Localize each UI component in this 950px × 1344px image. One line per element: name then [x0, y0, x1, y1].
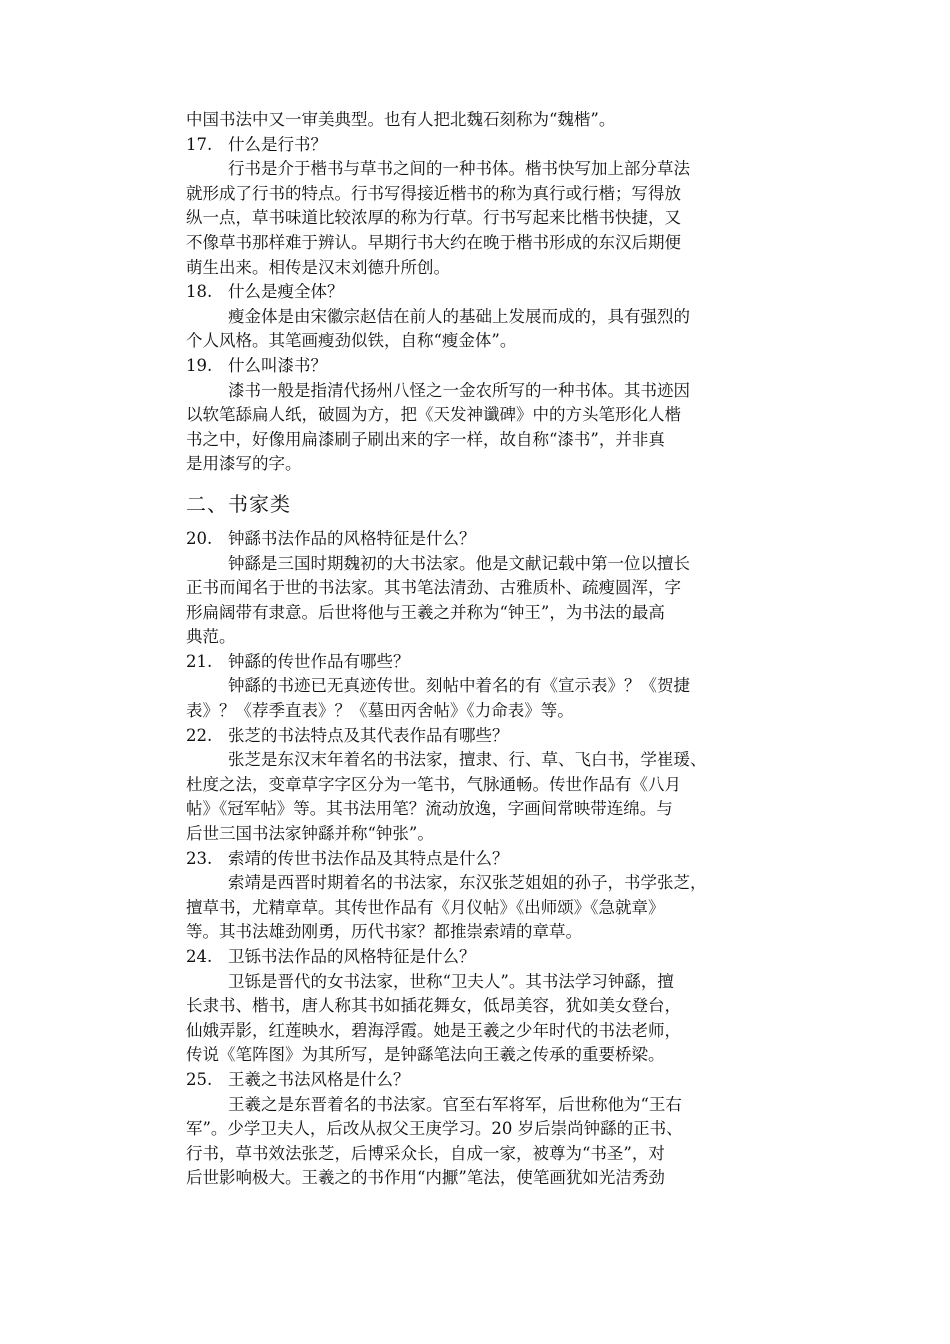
- question-text: 卫铄书法作品的风格特征是什么？: [228, 947, 476, 966]
- question-18: [186, 280, 770, 305]
- paragraph-line: 形扁阔带有隶意。后世将他与王羲之并称为“钟王”，为书法的最高: [186, 602, 665, 622]
- question-number: 22.: [186, 725, 213, 745]
- paragraph-line: 仙娥弄影，红莲映水，碧海浮霞。她是王羲之少年时代的书法老师，: [186, 1020, 681, 1040]
- paragraph-line: 帖》《冠军帖》等。其书法用笔？流动放逸，字画间常映带连绵。与: [186, 799, 673, 819]
- paragraph-line: 等。其书法雄劲刚勇，历代书家？都推崇索靖的章草。: [186, 922, 582, 942]
- question-number: 17.: [186, 134, 213, 154]
- question-19: [186, 354, 770, 379]
- question-text: 张芝的书法特点及其代表作品有哪些？: [228, 725, 509, 745]
- question-number: 23.: [186, 848, 213, 868]
- paragraph-line: 后世三国书法家钟繇并称“钟张”。: [186, 824, 434, 844]
- paragraph-line: 军”。少学卫夫人，后改从叔父王庚学习。20 岁后崇尚钟繇的正书、: [186, 1119, 683, 1139]
- paragraph-line: 卫铄是晋代的女书法家，世称“卫夫人”。其书法学习钟繇，擅: [228, 971, 674, 991]
- paragraph-line: 中国书法中又一审美典型。也有人把北魏石刻称为“魏楷”。: [186, 110, 616, 129]
- paragraph-line: 索靖是西晋时期着名的书法家，东汉张芝姐姐的孙子，书学张芝，: [228, 873, 707, 893]
- question-text: 王羲之书法风格是什么？: [228, 1069, 410, 1089]
- paragraph-line: 就形成了行书的特点。行书写得接近楷书的称为真行或行楷；写得放: [186, 183, 681, 203]
- paragraph-line: 瘦金体是由宋徽宗赵佶在前人的基础上发展而成的，具有强烈的: [228, 306, 690, 326]
- paragraph-line: 后世影响极大。王羲之的书作用“内擫”笔法，使笔画犹如光洁秀劲: [186, 1168, 665, 1188]
- paragraph-line: 长隶书、楷书，唐人称其书如插花舞女，低昂美容，犹如美女登台，: [186, 996, 681, 1016]
- paragraph-line: 传说《笔阵图》为其所写，是钟繇笔法向王羲之传承的重要桥梁。: [186, 1045, 665, 1065]
- section-heading: 二、书家类: [186, 491, 291, 516]
- paragraph-line: 漆书一般是指清代扬州八怪之一金农所写的一种书体。其书迹因: [228, 380, 690, 400]
- question-number: 18.: [186, 282, 213, 302]
- question-22: [186, 724, 770, 749]
- paragraph-line: 表》？《荐季直表》？《墓田丙舍帖》《力命表》等。: [186, 701, 574, 721]
- document-page: [186, 108, 770, 1191]
- question-25: [186, 1068, 770, 1093]
- question-24: [186, 945, 770, 970]
- question-text: 什么叫漆书？: [228, 355, 327, 375]
- question-number: 20.: [186, 528, 213, 548]
- question-number: 21.: [186, 651, 213, 671]
- question-23: [186, 847, 770, 872]
- paragraph-line: 典范。: [186, 627, 236, 647]
- paragraph-line: 行书，草书效法张芝，后博采众长，自成一家，被尊为“书圣”，对: [186, 1143, 665, 1163]
- question-text: 索靖的传世书法作品及其特点是什么？: [228, 848, 509, 868]
- paragraph-line: 不像草书那样难于辨认。早期行书大约在晚于楷书形成的东汉后期便: [186, 232, 681, 252]
- paragraph-line: 王羲之是东晋着名的书法家。官至右军将军，后世称他为“王右: [228, 1094, 682, 1114]
- question-text: 钟繇的传世作品有哪些？: [228, 651, 410, 671]
- paragraph-line: 个人风格。其笔画瘦劲似铁，自称“瘦金体”。: [186, 331, 517, 351]
- paragraph-line: 钟繇是三国时期魏初的大书法家。他是文献记载中第一位以擅长: [228, 553, 690, 573]
- paragraph-line: 擅草书，尤精章草。其传世作品有《月仪帖》《出师颂》《急就章》: [186, 897, 665, 917]
- paragraph-line: 以软笔舔扁人纸，破圆为方，把《天发神谶碑》中的方头笔形化人楷: [186, 405, 681, 425]
- paragraph-line: 是用漆写的字。: [186, 454, 302, 474]
- question-text: 钟繇书法作品的风格特征是什么？: [228, 528, 476, 548]
- question-number: 19.: [186, 355, 213, 375]
- question-21: [186, 650, 770, 675]
- paragraph-line: 杜度之法，变章草字字区分为一笔书，气脉通畅。传世作品有《八月: [186, 774, 681, 794]
- question-number: 25.: [186, 1069, 213, 1089]
- paragraph-line: 书之中，好像用扁漆刷子刷出来的字一样，故自称“漆书”，并非真: [186, 429, 665, 449]
- question-text: 什么是行书？: [228, 134, 327, 154]
- paragraph-line: 正书而闻名于世的书法家。其书笔法清劲、古雅质朴、疏瘦圆浑，字: [186, 578, 681, 598]
- paragraph-line: 钟繇的书迹已无真迹传世。刻帖中着名的有《宣示表》？《贺捷: [228, 676, 690, 696]
- question-text: 什么是瘦全体？: [228, 282, 344, 302]
- paragraph-line: 张芝是东汉末年着名的书法家，擅隶、行、草、飞白书，学崔瑗、: [228, 750, 707, 770]
- question-17: [186, 133, 770, 158]
- paragraph-line: 行书是介于楷书与草书之间的一种书体。楷书快写加上部分草法: [228, 159, 690, 179]
- question-20: [186, 527, 770, 552]
- paragraph-line: 纵一点，草书味道比较浓厚的称为行草。行书写起来比楷书快捷，又: [186, 208, 681, 228]
- question-number: 24.: [186, 947, 213, 966]
- paragraph-line: 萌生出来。相传是汉末刘德升所创。: [186, 257, 450, 277]
